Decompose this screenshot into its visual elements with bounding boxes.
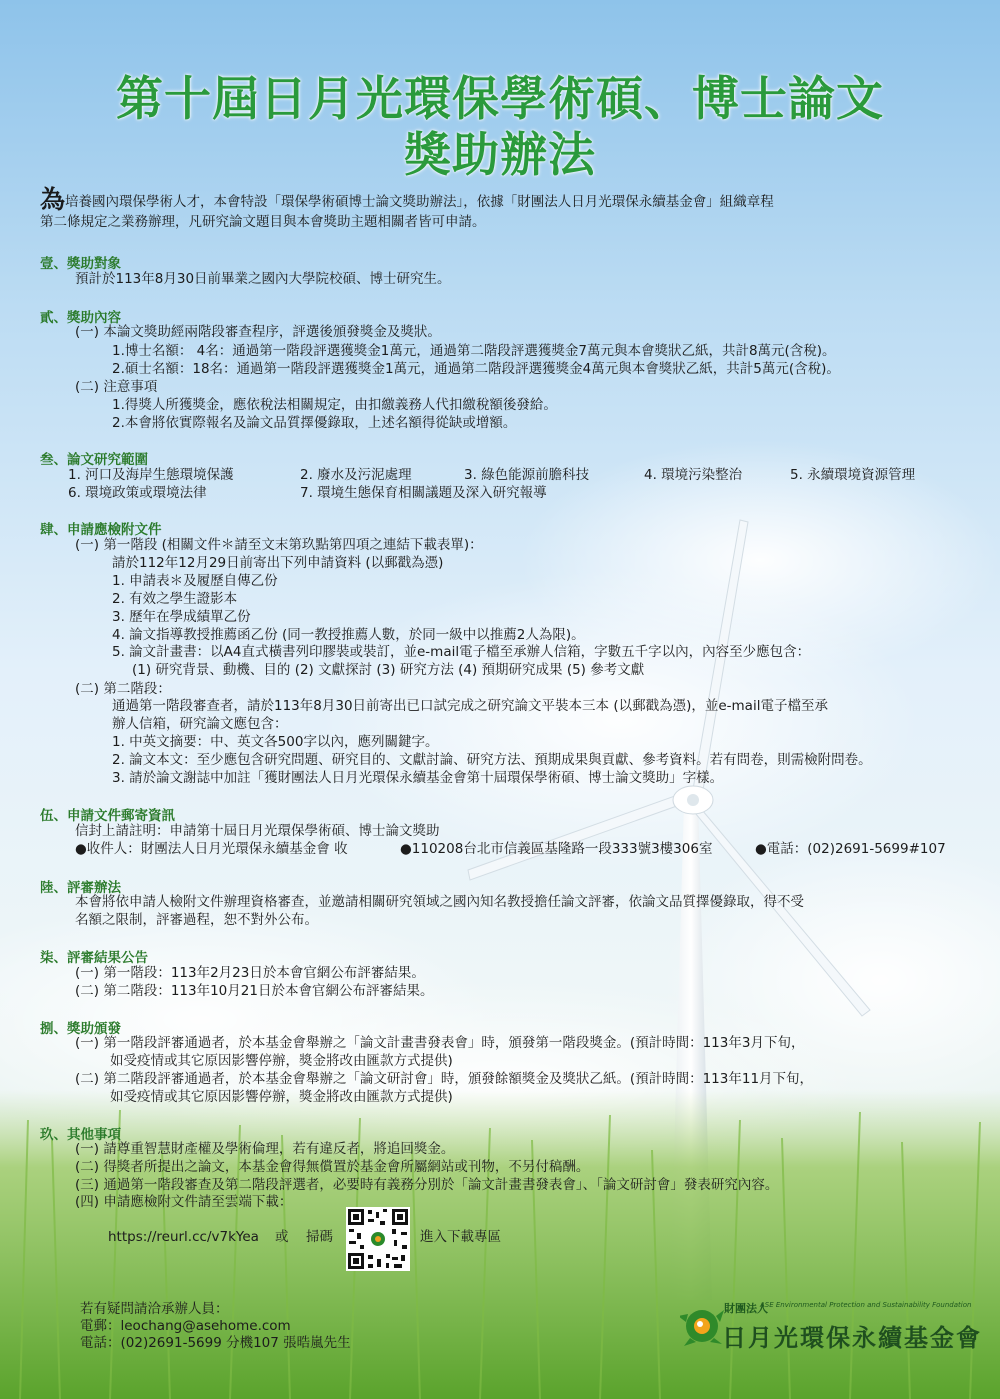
stage2-doc-2: 2. 論文本文：至少應包含研究問題、研究目的、文獻討論、研究方法、預期成果與貢獻、參考資料。若有問卷，則需檢附問卷。	[112, 752, 872, 768]
logo-english-name: ASE Environmental Protection and Sustainability Foundation	[760, 1301, 972, 1309]
ceremony-stage1-line1: (一) 第一階段評審通過者，於本基金會舉辦之「論文計畫書發表會」時，頒發第一階段獎金。(預計時間：113年3月下旬，	[75, 1035, 805, 1051]
stage2-intro-line2: 辦人信箱，研究論文應包含：	[112, 716, 288, 732]
stage1-heading: (一) 第一階段 (相關文件＊請至文末第玖點第四項之連結下載表單)：	[75, 537, 483, 553]
research-field-7: 7. 環境生態保育相關議題及深入研究報導	[300, 485, 547, 501]
research-field-6: 6. 環境政策或環境法律	[68, 485, 207, 501]
results-stage1: (一) 第一階段：113年2月23日於本會官網公布評審結果。	[75, 965, 425, 981]
review-method-line2: 名額之限制，評審過程，恕不對外公布。	[75, 912, 318, 928]
stage2-heading: (二) 第二階段：	[75, 681, 171, 697]
stage1-doc-3: 3. 歷年在學成績單乙份	[112, 609, 251, 625]
intro-line1: 培養國內環保學術人才，本會特設「環保學術碩博士論文獎助辦法」，依據「財團法人日月光環保永續基金會」組織章程	[65, 194, 774, 210]
mailing-recipient: ●收件人：財團法人日月光環保永續基金會 收	[75, 841, 348, 857]
award-content-item-2: (二) 注意事項	[75, 379, 158, 395]
stage2-intro-line1: 通過第一階段審查者，請於113年8月30日前寄出已口試完成之研究論文平裝本三本 (以郵戳為憑)，並e-mail電子檔至承	[112, 698, 828, 714]
research-field-2: 2. 廢水及污泥處理	[300, 467, 412, 483]
ceremony-stage1-line2: 如受疫情或其它原因影響停辦，獎金將改由匯款方式提供)	[110, 1053, 453, 1069]
intro-line2: 第二條規定之業務辦理，凡研究論文題目與本會獎助主題相關者皆可申請。	[40, 214, 486, 230]
other-matter-1: (一) 請尊重智慧財產權及學術倫理，若有違反者，將追回獎金。	[75, 1141, 455, 1157]
ceremony-stage2-line2: 如受疫情或其它原因影響停辦，獎金將改由匯款方式提供)	[110, 1089, 453, 1105]
stage1-doc-5: 5. 論文計畫書：以A4直式橫書列印膠裝或裝訂，並e-mail電子檔至承辦人信箱，字數五千字以內，內容至少應包含：	[112, 644, 811, 660]
section-heading-award-ceremony: 捌、獎助頒發	[40, 1021, 121, 1037]
section-heading-eligibility: 壹、獎助對象	[40, 256, 121, 272]
download-area-label: 進入下載專區	[420, 1229, 501, 1245]
award-note-2: 2.本會將依實際報名及論文品質擇優錄取，上述名額得從缺或增額。	[112, 415, 517, 431]
section-heading-review-method: 陸、評審辦法	[40, 880, 121, 896]
research-field-5: 5. 永續環境資源管理	[790, 467, 916, 483]
stage2-doc-1: 1. 中英文摘要：中、英文各500字以內，應列關鍵字。	[112, 734, 439, 750]
eligibility-text: 預計於113年8月30日前畢業之國內大學院校碩、博士研究生。	[75, 271, 451, 287]
stage1-proposal-contents: (1) 研究背景、動機、目的 (2) 文獻探討 (3) 研究方法 (4) 預期研究成果 (5) 參考文獻	[132, 662, 645, 678]
award-phd-quota: 1.博士名額： 4名：通過第一階段評選獲獎金1萬元，通過第二階段評選獲獎金7萬元與本會獎狀乙紙，共計8萬元(含稅)。	[112, 343, 836, 359]
award-master-quota: 2.碩士名額：18名：通過第一階段評選獲獎金1萬元，通過第二階段評選獲獎金4萬元與本會獎狀乙紙，共計5萬元(含稅)。	[112, 361, 840, 377]
contact-phone: 電話：(02)2691-5699 分機107 張晧嵐先生	[80, 1335, 351, 1351]
research-field-1: 1. 河口及海岸生態環境保護	[68, 467, 234, 483]
other-matter-2: (二) 得獎者所提出之論文，本基金會得無償置於基金會所屬網站或刊物，不另付稿酬。	[75, 1159, 590, 1175]
stage1-deadline: 請於112年12月29日前寄出下列申請資料 (以郵戳為憑)	[112, 555, 444, 571]
contact-label: 若有疑問請洽承辦人員：	[80, 1301, 229, 1317]
award-content-item-1: (一) 本論文獎助經兩階段審查程序，評選後頒發獎金及獎狀。	[75, 324, 441, 340]
intro-first-char: 為	[40, 185, 66, 214]
other-matter-4: (四) 申請應檢附文件請至雲端下載：	[75, 1194, 293, 1210]
logo-prefix: 財團法人	[724, 1302, 768, 1315]
research-field-3: 3. 綠色能源前膽科技	[464, 467, 590, 483]
contact-email[interactable]: 電郵：leochang@asehome.com	[80, 1318, 291, 1334]
review-method-line1: 本會將依申請人檢附文件辦理資格審查，並邀請相關研究領域之國內知名教授擔任論文評審，依論文品質擇優錄取，得不受	[75, 894, 804, 910]
section-heading-results: 柒、評審結果公告	[40, 950, 148, 966]
section-heading-required-documents: 肆、申請應檢附文件	[40, 522, 162, 538]
scan-label: 掃碼	[306, 1229, 333, 1245]
results-stage2: (二) 第二階段：113年10月21日於本會官網公布評審結果。	[75, 983, 434, 999]
research-field-4: 4. 環境污染整治	[644, 467, 743, 483]
stage1-doc-4: 4. 論文指導教授推薦函乙份 (同一教授推薦人數，於同一級中以推薦2人為限)。	[112, 627, 585, 643]
stage2-doc-3: 3. 請於論文謝誌中加註「獲財團法人日月光環保永續基金會第十屆環保學術碩、博士論文獎助」字樣。	[112, 770, 724, 786]
mailing-phone: ●電話：(02)2691-5699#107	[755, 841, 946, 857]
mailing-envelope-note: 信封上請註明：申請第十屆日月光環保學術碩、博士論文獎助	[75, 823, 440, 839]
section-heading-mailing-info: 伍、申請文件郵寄資訊	[40, 808, 175, 824]
mailing-address: ●110208台北市信義區基隆路一段333號3樓306室	[400, 841, 713, 857]
section-heading-award-content: 貳、獎助內容	[40, 310, 121, 326]
download-link[interactable]: https://reurl.cc/v7kYea	[108, 1229, 259, 1245]
page-title-line2: 獎助辦法	[404, 128, 596, 183]
page-title-line1: 第十屆日月光環保學術碩、博士論文	[116, 72, 884, 127]
qr-code-icon[interactable]	[346, 1207, 410, 1271]
logo-foundation-name: 日月光環保永續基金會	[722, 1324, 982, 1352]
other-matter-3: (三) 通過第一階段審查及第二階段評選者，必要時有義務分別於「論文計畫書發表會」、「論文研討會」發表研究內容。	[75, 1177, 779, 1193]
section-heading-other-matters: 玖、其他事項	[40, 1127, 121, 1143]
award-note-1: 1.得獎人所獲獎金，應依稅法相關規定，由扣繳義務人代扣繳稅額後發給。	[112, 397, 557, 413]
section-heading-research-scope: 叁、論文研究範圍	[40, 452, 148, 468]
or-label: 或	[275, 1229, 289, 1245]
intro-paragraph	[40, 185, 960, 232]
stage1-doc-2: 2. 有效之學生證影本	[112, 591, 238, 607]
stage1-doc-1: 1. 申請表＊及履歷自傳乙份	[112, 573, 278, 589]
ceremony-stage2-line1: (二) 第二階段評審通過者，於本基金會舉辦之「論文研討會」時，頒發餘額獎金及獎狀乙紙。(預計時間：113年11月下旬，	[75, 1071, 814, 1087]
